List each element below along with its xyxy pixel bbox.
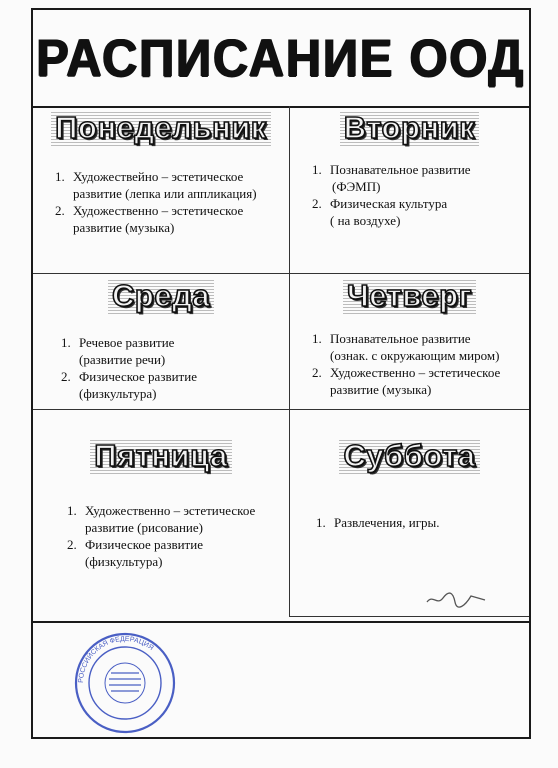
list-item: 2. Физическое развитие (физкультура): [61, 369, 197, 401]
list-item: 1. Познавательное развитие (ФЭМП): [312, 162, 471, 194]
day-cell-wednesday: [33, 274, 289, 410]
schedule-grid: [33, 106, 529, 621]
activity-list-wednesday: [61, 334, 197, 402]
list-item: 1. Познавательное развитие (ознак. с окружающим миром): [312, 331, 500, 363]
title-bar: [33, 10, 529, 108]
activity-list-friday: [67, 502, 255, 570]
list-item: 2. Художественно – эстетическое развитие (музыка): [55, 203, 244, 235]
activity-list-thursday: [312, 330, 500, 398]
list-item: 1. Речевое развитие (развитие речи): [61, 335, 175, 367]
list-item: 1. Развлечения, игры.: [316, 515, 440, 530]
day-heading-friday: Пятница: [33, 438, 289, 474]
day-heading-wednesday: Среда: [33, 278, 289, 314]
activity-list-tuesday: [312, 161, 471, 229]
day-heading-thursday: Четверг: [290, 278, 529, 314]
day-cell-friday: [33, 410, 289, 621]
page-title: РАСПИСАНИЕ ООД: [36, 28, 526, 88]
handwritten-signature-icon: [425, 586, 495, 612]
stamp-area: [33, 621, 529, 737]
list-item: 2. Физическое развитие (физкультура): [67, 537, 203, 569]
day-cell-tuesday: [289, 106, 529, 274]
activity-list-saturday: [316, 514, 440, 531]
list-item: 2. Физическая культура ( на воздухе): [312, 196, 448, 228]
day-heading-saturday: Суббота: [290, 438, 529, 474]
day-heading-tuesday: Вторник: [290, 110, 529, 146]
round-stamp-seal-icon: [73, 631, 177, 735]
schedule-sheet: [31, 8, 531, 739]
day-heading-monday: Понедельник: [33, 110, 289, 146]
activity-list-monday: [55, 168, 257, 236]
day-cell-thursday: [289, 274, 529, 410]
stamp-outer-text: РОССИЙСКАЯ ФЕДЕРАЦИЯ: [77, 635, 155, 684]
day-cell-monday: [33, 106, 289, 274]
list-item: 2. Художественно – эстетическое развитие (музыка): [312, 365, 501, 397]
list-item: 1. Художествейно – эстетическое развитие (лепка или аппликация): [55, 169, 257, 201]
list-item: 1. Художественно – эстетическое развитие (рисование): [67, 503, 256, 535]
